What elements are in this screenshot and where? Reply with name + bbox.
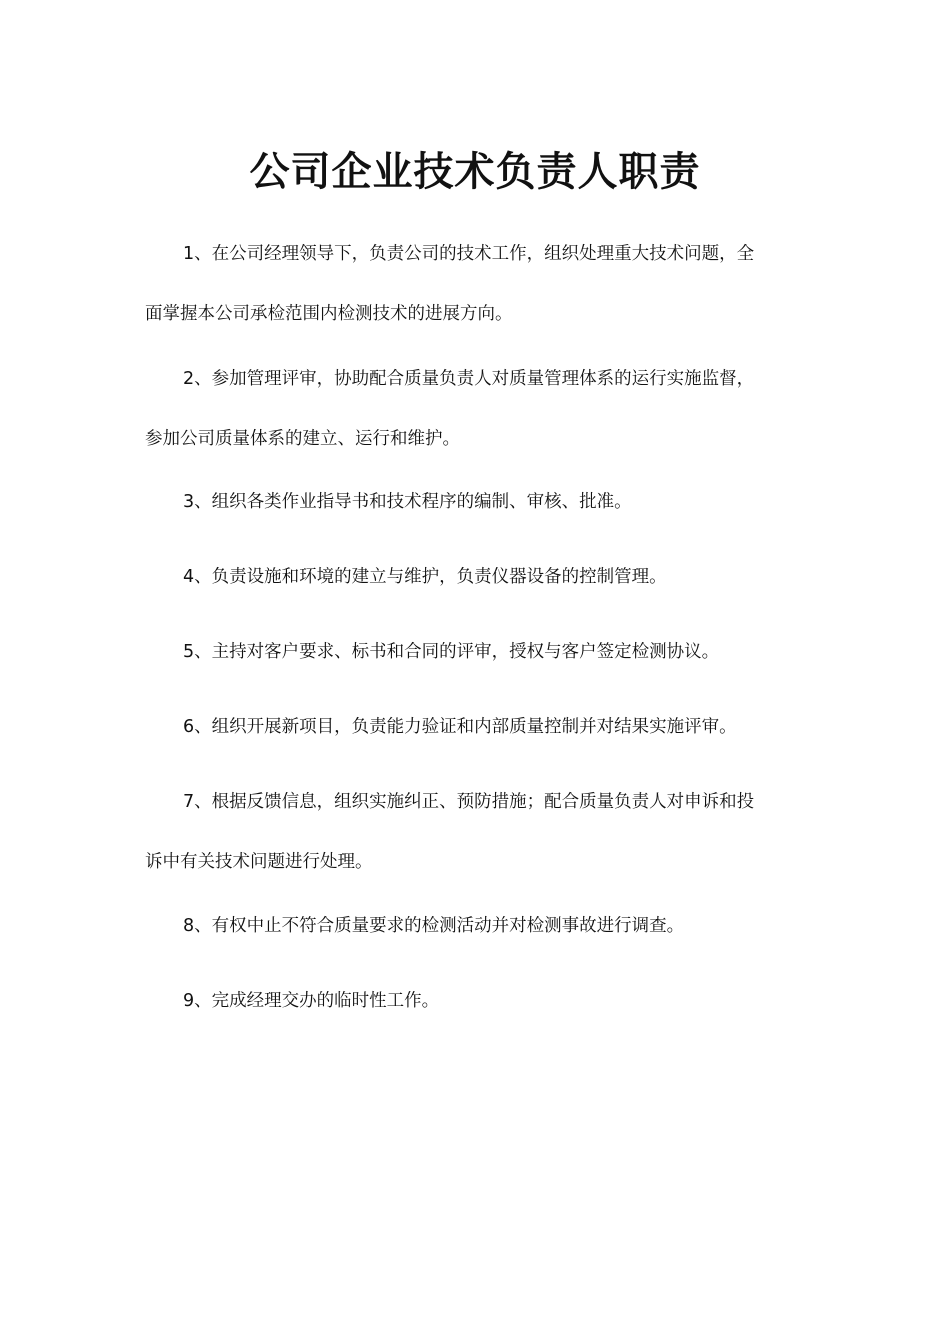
duty-item-2-line-2: 参加公司质量体系的建立、运行和维护。 <box>145 429 460 449</box>
duty-item-4 <box>145 547 810 607</box>
duty-item-6-line-1: 6、组织开展新项目，负责能力验证和内部质量控制并对结果实施评审。 <box>183 717 737 737</box>
duty-item-2 <box>145 349 810 469</box>
duty-item-1 <box>145 224 810 344</box>
duty-item-8-line-1: 8、有权中止不符合质量要求的检测活动并对检测事故进行调查。 <box>183 916 685 936</box>
duty-item-7 <box>145 772 810 892</box>
document-title: 公司企业技术负责人职责 <box>249 149 701 195</box>
duty-item-1-line-2: 面掌握本公司承检范围内检测技术的进展方向。 <box>145 304 513 324</box>
duty-item-1-line-1: 1、在公司经理领导下，负责公司的技术工作，组织处理重大技术问题，全 <box>183 244 755 264</box>
duty-item-2-line-1: 2、参加管理评审，协助配合质量负责人对质量管理体系的运行实施监督， <box>183 369 755 389</box>
duty-item-4-line-1: 4、负责设施和环境的建立与维护，负责仪器设备的控制管理。 <box>183 567 667 587</box>
duty-item-5-line-1: 5、主持对客户要求、标书和合同的评审，授权与客户签定检测协议。 <box>183 642 720 662</box>
duty-item-9-line-1: 9、完成经理交办的临时性工作。 <box>183 991 440 1011</box>
duty-item-3 <box>145 472 810 532</box>
duty-item-3-line-1: 3、组织各类作业指导书和技术程序的编制、审核、批准。 <box>183 492 632 512</box>
duty-item-5 <box>145 622 810 682</box>
duty-item-9 <box>145 971 810 1031</box>
duty-item-6 <box>145 697 810 757</box>
duty-item-7-line-2: 诉中有关技术问题进行处理。 <box>145 852 373 872</box>
duty-item-8 <box>145 896 810 956</box>
duty-item-7-line-1: 7、根据反馈信息，组织实施纠正、预防措施；配合质量负责人对申诉和投 <box>183 792 755 812</box>
